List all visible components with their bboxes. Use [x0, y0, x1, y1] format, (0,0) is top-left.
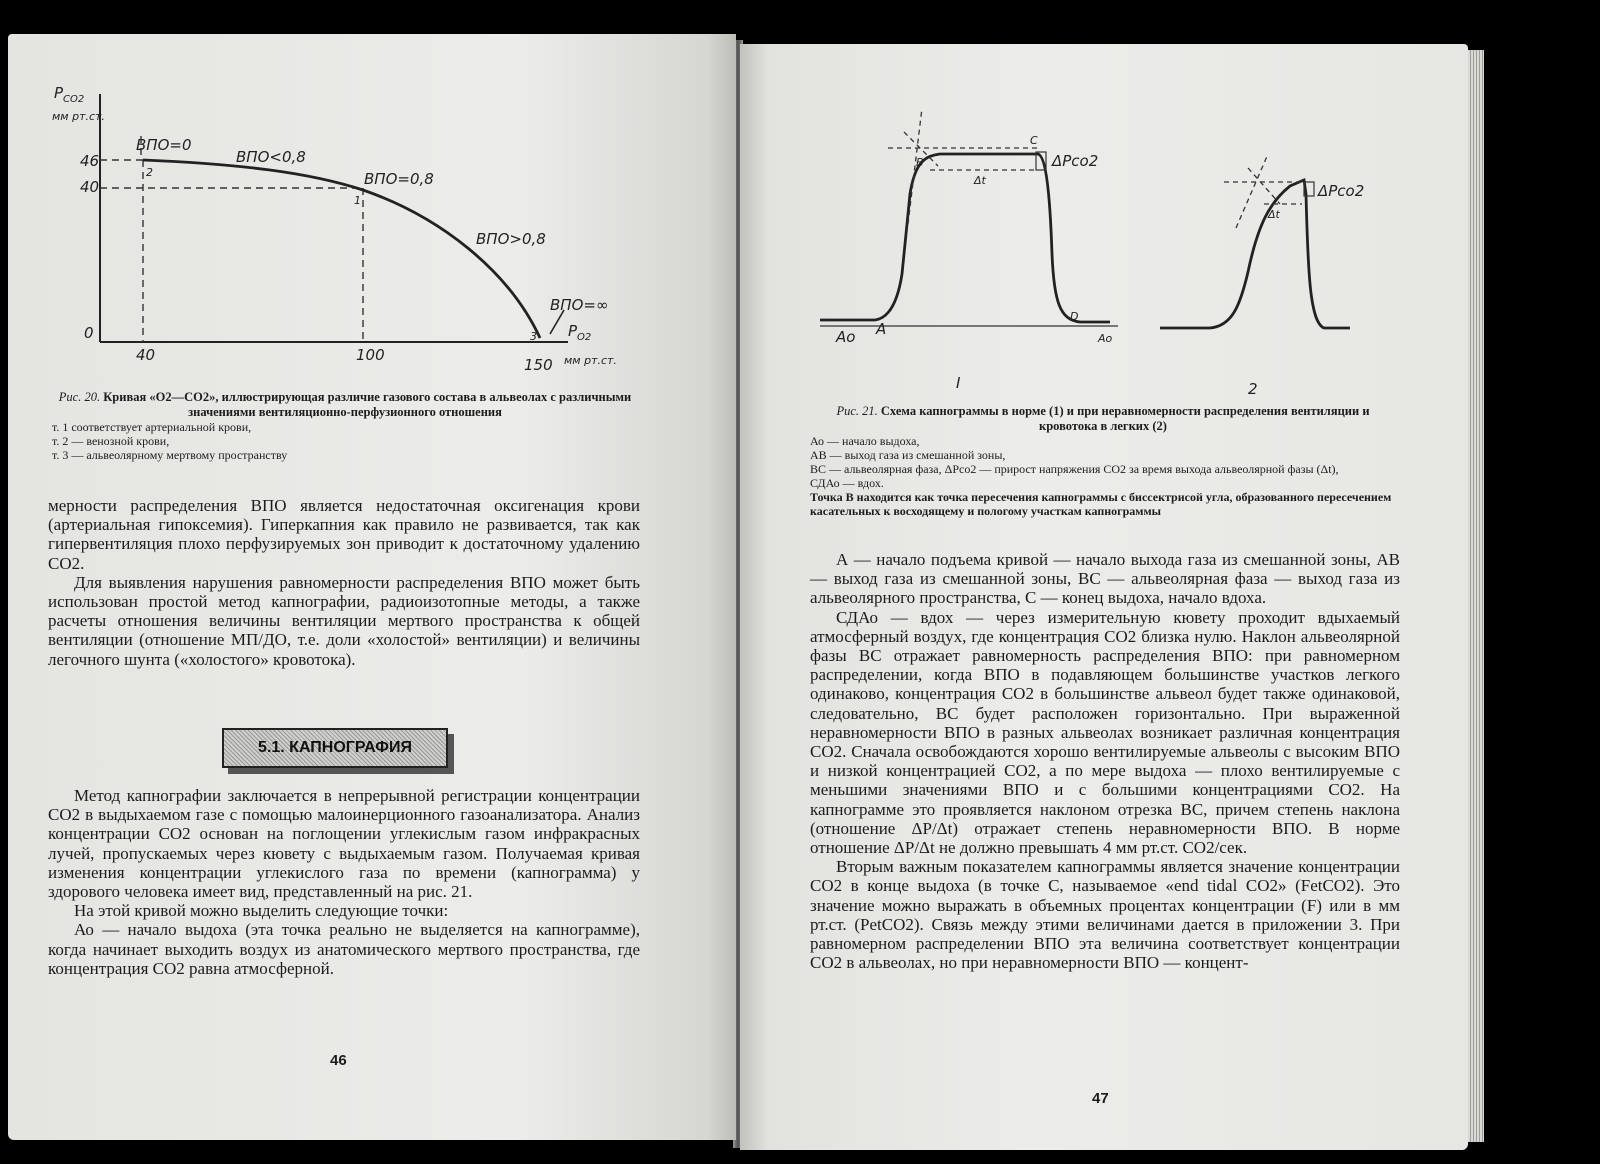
delta-t-label: Δt	[974, 174, 986, 187]
caption-title: Кривая «О2—СО2», иллюстрирующая различие газового состава в альвеолах с различными значениями вентиляционно-перфузионного отношения	[103, 390, 632, 419]
figure-21-caption	[810, 404, 1396, 518]
page-46	[8, 34, 736, 1140]
region-label-vpo-inf: ВПО=∞	[550, 296, 609, 314]
legend-note: Точка В находится как точка пересечения капнограммы с биссектрисой угла, образованного пересечением касательных к восходящему и пологому участкам капнограммы	[810, 490, 1392, 518]
point-label-a: A	[876, 320, 887, 338]
page-number: 46	[330, 1052, 347, 1069]
point-label-b: B	[916, 156, 924, 169]
y-tick-46: 46	[80, 152, 100, 170]
x-tick-150: 150	[524, 356, 553, 374]
caption-title: Схема капнограммы в норме (1) и при неравномерности распределения вентиляции и кровотока в легких (2)	[880, 404, 1370, 433]
delta-p-label: ΔPco2	[1052, 152, 1099, 170]
o2-co2-curve	[143, 160, 540, 338]
legend-line: ВС — альвеолярная фаза, ΔРсо2 — прирост напряжения СО2 за время выхода альвеолярной фазы (Δt),	[810, 462, 1339, 476]
capnogram-curve-normal	[820, 154, 1110, 322]
body-text	[810, 550, 1400, 972]
section-heading: 5.1. КАПНОГРАФИЯ	[258, 739, 412, 756]
page-47	[740, 44, 1468, 1150]
x-axis-unit: мм рт.ст.	[564, 354, 617, 367]
x-axis-label: $P_{O2}$	[568, 322, 592, 343]
legend-line: АВ — выход газа из смешанной зоны,	[810, 448, 1006, 462]
delta-t-label-2: Δt	[1268, 208, 1280, 221]
point-label-d: D	[1070, 310, 1079, 323]
section-heading-box	[222, 728, 448, 768]
point-label-1: 1	[354, 194, 361, 207]
paragraph: Метод капнографии заключается в непрерывной регистрации концентрации СО2 в выдыхаемом газе с помощью малоинерционного газоанализатора. Анализ концентрации СО2 основан на поглощении углекислым газом инфракрасных лучей, пропускаемых через кювету с выдыхаемым газом. Получаемая кривая изменения концентрации углекислого газа по времени (капнограмма) у здорового человека имеет вид, представленный на рис. 21.	[48, 786, 640, 902]
x-tick-40: 40	[136, 346, 156, 364]
paragraph: Для выявления нарушения равномерности распределения ВПО может быть использован простой метод капнографии, радиоизотопные методы, а также расчеты отношения величины вентиляции мертвого пространства к общей вентиляции (отношение МП/ДО, т.е. доли «холостой» вентиляции) и величины легочного шунта («холостого» кровотока).	[48, 572, 640, 669]
figure-21-capnogram	[740, 44, 1468, 414]
capnogram-panel-1	[820, 108, 1118, 392]
delta-p-label-2: ΔPco2	[1318, 182, 1365, 200]
y-tick-0: 0	[84, 324, 94, 342]
paragraph: мерности распределения ВПО является недостаточная оксигенация крови (артериальная гипоксемия). Гиперкапния как правило не развивается, так как гипервентиляция плохо перфузируемых зон приводит к достаточному удалению СО2.	[48, 496, 640, 573]
y-axis-unit: мм рт.ст.	[52, 110, 105, 123]
point-label-2: 2	[146, 166, 153, 179]
paragraph: Ао — начало выдоха (эта точка реально не выделяется на капнограмме), когда начинает выходить воздух из анатомического мертвого пространства, где концентрация СО2 равна атмосферной.	[48, 920, 640, 978]
page-edges	[1468, 50, 1484, 1142]
figure-20-o2-co2-curve	[8, 34, 736, 414]
tangent-lines	[888, 108, 1040, 224]
body-text-bottom	[48, 786, 640, 978]
legend-line: т. 1 соответствует артериальной крови,	[52, 420, 252, 434]
paragraph: СДАо — вдох — через измерительную кювету проходит вдыхаемый атмосферный воздух, где концентрация СО2 близка нулю. Наклон альвеолярной фазы ВС отражает равномерность распределения ВПО: при равномерном распределении, когда ВПО в подавляющем большинстве участков легкого одинаково, концентрация СО2 в большинстве альвеол будет также одинаковой, следовательно, ВС будет расположен горизонтально. При выраженной неравномерности ВПО в разных альвеолах возникает различная концентрация СО2. Сначала освобождаются хорошо вентилируемые альвеолы с высоким ВПО и низкой концентрацией СО2, а по мере выдоха — плохо вентилируемые с меньшими значениями ВПО и с большими концентрациями СО2. На капнограмме это проявляется наклоном отрезка ВС, причем степень наклона (отношение ΔР/Δt) отражает степень неравномерности ВПО. В норме отношение ΔР/Δt не должно превышать 4 мм рт.ст. СО2/сек.	[810, 607, 1400, 858]
paragraph: А — начало подъема кривой — начало выхода газа из смешанной зоны, АВ — выход газа из смешанной зоны, ВС — альвеолярная фаза — выход газа из альвеолярного пространства, С — конец выдоха, начало вдоха.	[810, 550, 1400, 608]
x-tick-100: 100	[356, 346, 385, 364]
capnogram-curve-uneven	[1160, 180, 1350, 328]
region-label-vpo-08: ВПО=0,8	[364, 170, 434, 188]
y-tick-40: 40	[80, 178, 100, 196]
paragraph: Вторым важным показателем капнограммы является значение концентрации СО2 в конце выдоха (в точке С, называемое «end tidal СО2» (FetСО2). Это значение можно выражать в объемных процентах концентрации (F) или в мм рт.ст. (PetСО2). Связь между этими величинами дается в приложении 3. При равномерном распределении ВПО эта величина соответствует концентрации СО2 в альвеолах, но при неравномерности ВПО — концент-	[810, 857, 1400, 973]
y-axis-label: $P_{CO2}$	[54, 84, 85, 105]
page-number: 47	[1092, 1090, 1109, 1107]
legend-line: СДАо — вдох.	[810, 476, 884, 490]
capnogram-panel-2	[1160, 154, 1364, 398]
panel-1-number: I	[956, 374, 961, 392]
body-text-top	[48, 496, 640, 669]
figure-20-caption	[52, 390, 638, 462]
caption-prefix: Рис. 21.	[836, 404, 878, 418]
a0-label: Ao	[836, 328, 856, 346]
panel-2-number: 2	[1248, 380, 1258, 398]
legend-line: т. 2 — венозной крови,	[52, 434, 170, 448]
region-label-vpo-gt-08: ВПО>0,8	[476, 230, 546, 248]
region-label-vpo-0: ВПО=0	[136, 136, 192, 154]
point-label-3: 3	[530, 330, 537, 343]
end-a0-label: Ao	[1098, 332, 1113, 345]
caption-prefix: Рис. 20.	[58, 390, 101, 404]
legend-line: Ао — начало выдоха,	[810, 434, 920, 448]
region-label-vpo-lt-08: ВПО<0,8	[236, 148, 306, 166]
legend-line: т. 3 — альвеолярному мертвому пространству	[52, 448, 288, 462]
point-label-c: C	[1030, 134, 1038, 147]
paragraph: На этой кривой можно выделить следующие точки:	[74, 901, 449, 921]
